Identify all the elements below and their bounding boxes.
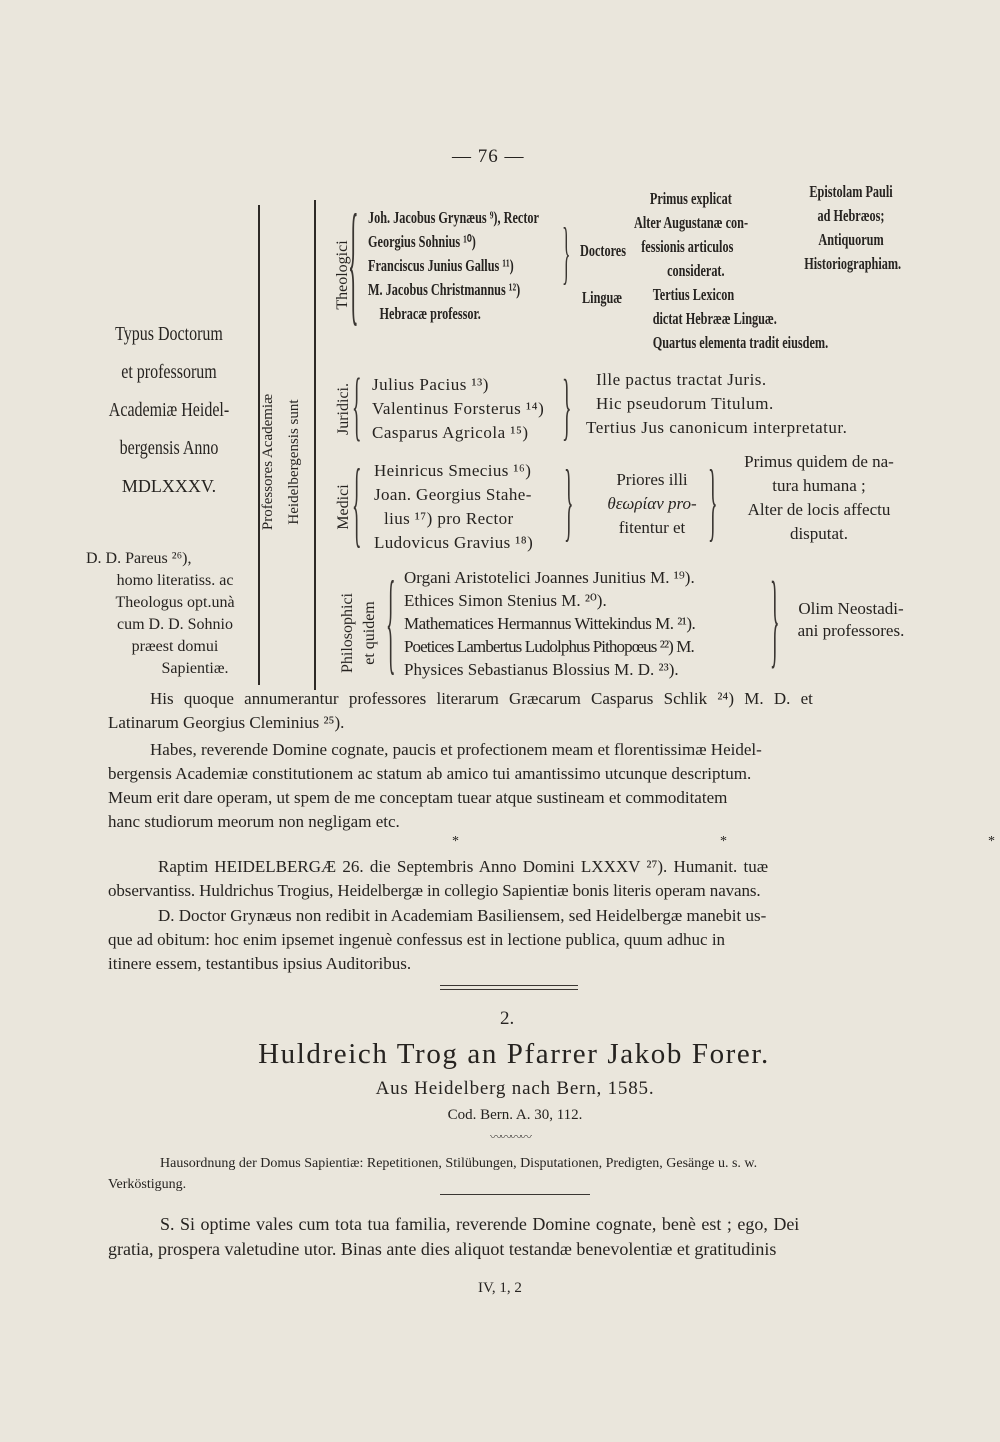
theology-topics	[786, 180, 916, 276]
section-divider	[440, 985, 578, 986]
medici-name: lius ¹⁷) pro Rector	[384, 509, 514, 528]
pareus-line: D. D. Pareus ²⁶),	[86, 550, 192, 567]
text-line: S. Si optime vales cum tota tua familia, reverende Domine cognate, benè est ; ego, Dei	[160, 1214, 800, 1234]
philosophici-line: Philosophici	[339, 593, 356, 674]
text-line: Meum erit dare operam, ut spem de me conceptam tuear atque sustineam et commoditatem	[108, 788, 728, 807]
brace-medici-right: }	[708, 452, 718, 550]
summary-line: Verköstigung.	[108, 1177, 187, 1192]
brace-philosophici-right: }	[770, 560, 780, 679]
text-line: gratia, prospera valetudine utor. Binas ante dies aliquot testandæ benevolentiæ et gratitudinis	[108, 1239, 777, 1259]
section-subtitle: Aus Heidelberg nach Bern, 1585.	[375, 1078, 655, 1099]
medici-alter-line: Alter de locis affectu	[747, 500, 891, 519]
juridici-duty: Ille pactus tractat Juris.	[596, 370, 767, 389]
juridici-duty: Hic pseudorum Titulum.	[596, 394, 774, 413]
theology-name: Joh. Jacobus Grynæus ⁹), Rector	[368, 208, 539, 227]
brace-theology: {	[348, 186, 359, 339]
medici-name: Heinricus Smecius ¹⁶)	[374, 461, 532, 480]
faculty-theologici: Theologici	[334, 240, 351, 310]
brace-medici: {	[352, 449, 362, 558]
text-line: observantiss. Huldrichus Trogius, Heidelbergæ in collegio Sapientiæ bonis literis operam navans.	[108, 881, 761, 900]
summary-line: Hausordnung der Domus Sapientiæ: Repetitionen, Stilübungen, Disputationen, Predigten, Gesänge u. s. w.	[160, 1156, 758, 1171]
juridici-name: Julius Pacius ¹³)	[372, 375, 489, 394]
professores-label	[255, 312, 309, 612]
medici-name: Ludovicus Gravius ¹⁸)	[374, 533, 534, 552]
medici-alter-line: Primus quidem de na-	[744, 452, 894, 471]
medici-priores-line: Priores illi	[616, 470, 688, 489]
medici-priores-line: fitentur et	[618, 518, 686, 537]
brace-theology-doctores: }	[562, 213, 571, 292]
theology-duty: Primus explicat	[649, 189, 732, 208]
section-title: Huldreich Trog an Pfarrer Jakob Forer.	[258, 1038, 770, 1070]
text-line: hanc studiorum meorum non negligam etc.	[108, 812, 400, 831]
pareus-line: Theologus opt.unà	[115, 594, 235, 611]
paragraph-habes	[108, 738, 916, 834]
medici-priores-line: θεωρίαν pro-	[607, 494, 697, 513]
brace-juridici-right: }	[562, 364, 572, 449]
theology-duty: considerat.	[667, 261, 725, 280]
signature-mark: IV, 1, 2	[478, 1280, 522, 1296]
vertical-rule-middle	[314, 200, 316, 690]
faculty-philosophici	[337, 568, 381, 698]
pareus-line: homo literatiss. ac	[116, 572, 234, 589]
juridici-duties	[586, 368, 847, 440]
medici-alter-line: tura humana ;	[772, 476, 866, 495]
philosophici-names	[404, 566, 695, 681]
theology-names	[368, 206, 605, 326]
text-line: Raptim HEIDELBERGÆ 26. die Septembris Anno Domini LXXXV ²⁷). Humanit. tuæ	[158, 857, 769, 876]
philosophici-line: et quidem	[361, 601, 378, 665]
section-divider	[440, 989, 578, 990]
brace-medici-left: }	[564, 452, 574, 550]
pareus-line: Sapientiæ.	[161, 660, 229, 677]
philosophici-note	[788, 598, 914, 642]
theology-topic: Historiographiam.	[804, 254, 902, 273]
paragraph-letter	[108, 1212, 916, 1262]
theology-topic: ad Hebræos;	[817, 206, 885, 225]
typus-line: Academiæ Heidel-	[108, 399, 230, 421]
philosophici-note-line: Olim Neostadi-	[798, 599, 904, 618]
paragraph-annumerantur	[108, 687, 916, 735]
pareus-line: cum D. D. Sohnio	[117, 616, 233, 633]
juridici-names	[372, 373, 544, 445]
theology-linguae: Linguæ	[582, 288, 623, 307]
philosophici-name: Organi Aristotelici Joannes Junitius M. ¹⁹).	[404, 568, 695, 587]
medici-alter-line: disputat.	[789, 524, 849, 543]
philosophici-name: Physices Sebastianus Blossius M. D. ²³).	[404, 660, 679, 679]
faculty-medici: Medici	[335, 484, 352, 530]
section-number: 2.	[500, 1008, 515, 1029]
theology-name: Hebracæ professor.	[379, 304, 481, 323]
tilde-ornament: 〰〰〰〰	[489, 1130, 530, 1144]
text-line: bergensis Academiæ constitutionem ac statum ab amico tui amantissimo utcunque descriptum.	[108, 764, 752, 783]
faculty-juridici: Juridici.	[335, 383, 352, 435]
text-line: Latinarum Georgius Cleminius ²⁵).	[108, 713, 345, 732]
paragraph-grynaeus	[108, 904, 916, 976]
juridici-name: Casparus Agricola ¹⁵)	[372, 423, 529, 442]
medici-name: Joan. Georgius Stahe-	[374, 485, 532, 504]
section-summary	[108, 1153, 928, 1195]
juridici-duty: Tertius Jus canonicum interpretatur.	[586, 418, 848, 437]
theology-duty: Tertius Lexicon	[652, 285, 735, 304]
typus-line: et professorum	[121, 361, 217, 383]
philosophici-name: Ethices Simon Stenius M. ²⁰).	[404, 591, 607, 610]
asterisks: * * *	[452, 834, 995, 849]
theology-duty: Quartus elementa tradit eiusdem.	[652, 333, 829, 352]
philosophici-name: Poetices Lambertus Ludolphus Pithopœus ²²) M.	[404, 637, 694, 656]
philosophici-note-line: ani professores.	[797, 621, 905, 640]
theology-name: M. Jacobus Christmannus ¹²)	[368, 280, 521, 299]
typus-line: bergensis Anno	[119, 437, 219, 459]
pareus-line: præest domui	[131, 638, 219, 655]
medici-priores	[592, 468, 712, 540]
theology-duty: Alter Augustanæ con-	[634, 213, 749, 232]
text-line: itinere essem, testantibus ipsius Auditoribus.	[108, 954, 412, 973]
text-line: Habes, reverende Domine cognate, paucis et profectionem meam et florentissimæ Heidel-	[150, 740, 762, 759]
text-line: D. Doctor Grynæus non redibit in Academiam Basiliensem, sed Heidelbergæ manebit us-	[158, 906, 767, 925]
medici-alter	[724, 450, 914, 546]
typus-line: Typus Doctorum	[115, 323, 223, 345]
theology-doctores: Doctores	[580, 241, 627, 260]
typus-title	[84, 315, 254, 505]
theology-duty: fessionis articulos	[641, 237, 734, 256]
section-codex: Cod. Bern. A. 30, 112.	[447, 1107, 583, 1123]
theology-name: Georgius Sohnius ¹⁰)	[368, 232, 476, 251]
text-line: His quoque annumerantur professores literarum Græcarum Casparus Schlik ²⁴) M. D. et	[150, 689, 813, 708]
brace-juridici: {	[352, 362, 362, 449]
paragraph-raptim	[108, 855, 916, 903]
brace-philosophici: {	[386, 558, 396, 686]
page-number: — 76 —	[452, 146, 525, 167]
theology-topic: Epistolam Pauli	[809, 182, 893, 201]
professores-line: Heidelbergensis sunt	[286, 399, 302, 525]
medici-names	[374, 459, 533, 555]
professores-line: Professores Academiæ	[260, 393, 276, 531]
pareus-note	[86, 548, 264, 680]
typus-line: MDLXXXV.	[121, 476, 217, 496]
theology-duty: dictat Hebrææ Linguæ.	[652, 309, 777, 328]
theology-topic: Antiquorum	[818, 230, 884, 249]
juridici-name: Valentinus Forsterus ¹⁴)	[372, 399, 545, 418]
summary-rule	[440, 1194, 590, 1195]
text-line: que ad obitum: hoc enim ipsemet ingenuè confessus est in lectione publica, quum adhuc in	[108, 930, 726, 949]
philosophici-name: Mathematices Hermannus Wittekindus M. ²¹).	[404, 614, 696, 633]
theology-name: Franciscus Junius Gallus ¹¹)	[368, 256, 514, 275]
